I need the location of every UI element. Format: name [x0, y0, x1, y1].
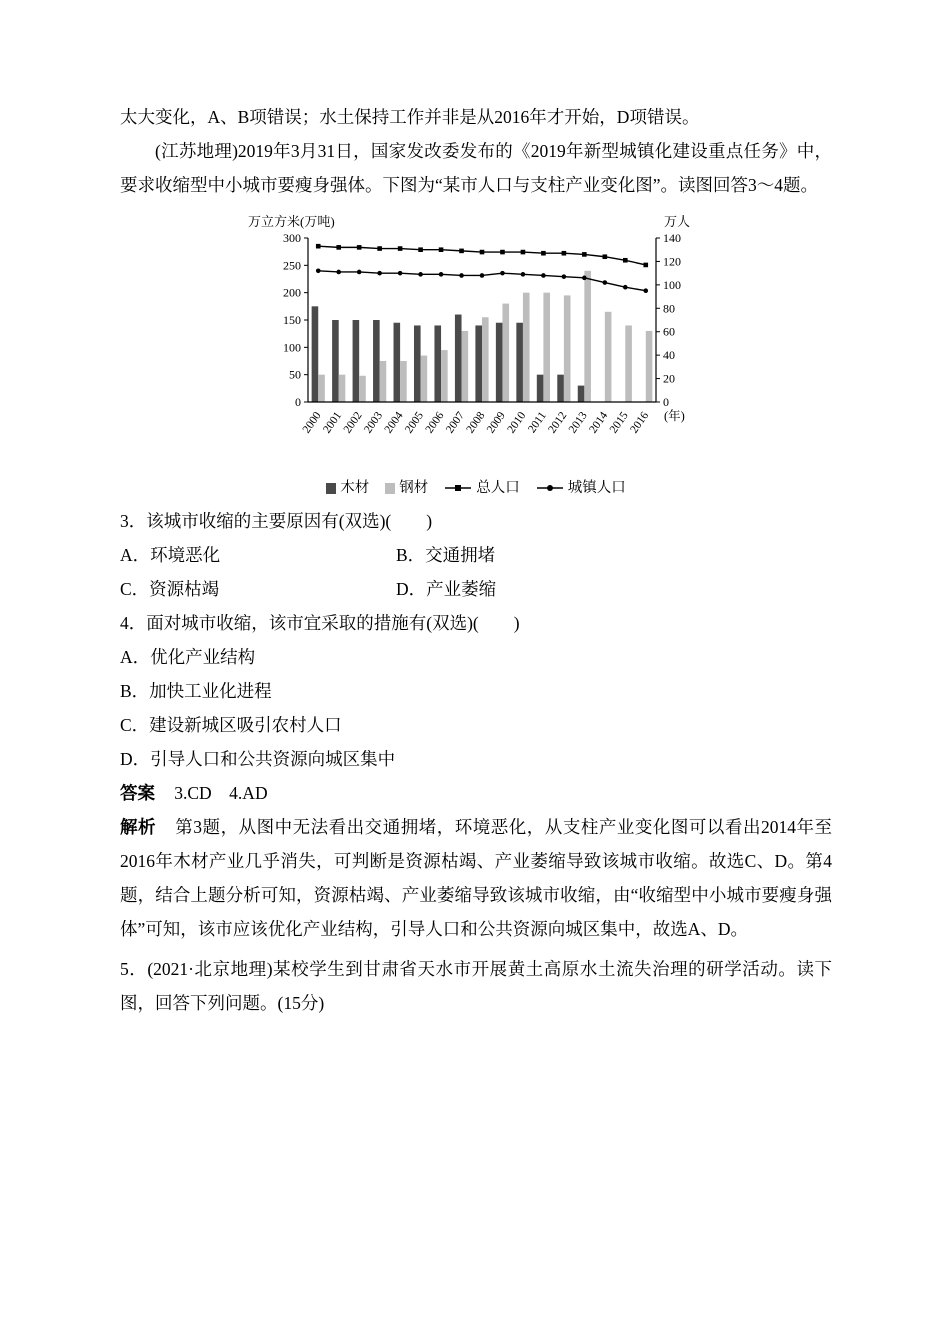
answer-text: 3.CD 4.AD [174, 783, 268, 803]
svg-text:2016: 2016 [628, 409, 652, 436]
context-paragraph: (江苏地理)2019年3月31日，国家发改委发布的《2019年新型城镇化建设重点任务》中，要求收缩型中小城市要瘦身强体。下图为“某市人口与支柱产业变化图”。读图回答3～4题。 [120, 141, 832, 195]
svg-text:2013: 2013 [566, 409, 590, 436]
svg-text:2011: 2011 [526, 409, 549, 436]
svg-text:20: 20 [663, 371, 675, 386]
legend-total-population [444, 478, 520, 498]
svg-text:60: 60 [663, 324, 675, 339]
svg-text:2004: 2004 [382, 409, 406, 436]
svg-text:(年): (年) [664, 409, 685, 423]
question-4-options [120, 640, 832, 776]
svg-text:50: 50 [289, 367, 301, 382]
question-5-stem: 5．(2021·北京地理)某校学生到甘肃省天水市开展黄土高原水土流失治理的研学活动。读下图，回答下列问题。(15分) [120, 959, 832, 1013]
legend-steel [385, 478, 428, 498]
svg-text:2001: 2001 [321, 409, 345, 436]
svg-text:2015: 2015 [607, 409, 631, 436]
svg-text:100: 100 [663, 277, 681, 292]
svg-text:0: 0 [295, 395, 301, 409]
legend-urban-population [536, 478, 626, 498]
analysis-paragraph [120, 810, 832, 946]
svg-text:120: 120 [663, 254, 681, 269]
question-4-option-a: A．优化产业结构 [120, 647, 256, 667]
steel-bar-swatch-icon [385, 483, 395, 494]
svg-text:200: 200 [283, 285, 301, 300]
svg-text:2008: 2008 [464, 409, 488, 436]
svg-text:2007: 2007 [443, 409, 467, 436]
svg-text:150: 150 [283, 313, 301, 327]
legend-wood-label: 木材 [340, 480, 370, 496]
question-4-option-c: C．建设新城区吸引农村人口 [120, 715, 342, 735]
question-4 [120, 606, 832, 776]
legend-urban-population-label: 城镇人口 [567, 480, 626, 496]
svg-text:2000: 2000 [300, 409, 324, 436]
legend-total-population-label: 总人口 [476, 480, 520, 496]
svg-text:万人: 万人 [663, 214, 690, 229]
carryover-text: 太大变化，A、B项错误；水土保持工作并非是从2016年才开始，D项错误。 [120, 107, 700, 127]
question-3 [120, 504, 832, 606]
svg-text:40: 40 [663, 348, 675, 363]
svg-text:2005: 2005 [403, 409, 427, 436]
svg-text:2006: 2006 [423, 409, 447, 436]
question-4-option-b: B．加快工业化进程 [120, 681, 272, 701]
svg-text:万立方米(万吨): 万立方米(万吨) [248, 214, 335, 229]
question-3-option-c: C．资源枯竭 [120, 579, 220, 599]
legend-steel-label: 钢材 [399, 480, 429, 496]
wood-bar-swatch-icon [326, 483, 336, 494]
question-3-option-d: D．产业萎缩 [396, 579, 497, 599]
question-4-option-d: D．引导人口和公共资源向城区集中 [120, 749, 396, 769]
analysis-text: 第3题，从图中无法看出交通拥堵，环境恶化，从支柱产业变化图可以看出2014年至2016年木材产业几乎消失，可判断是资源枯竭、产业萎缩导致该城市收缩。故选C、D。第4题，结合上题分析可知，资源枯竭、产业萎缩导致该城市收缩，由“收缩型中小城市要瘦身强体”可知，该市应该优化产业结构，引导人口和公共资源向城区集中，故选A、D。 [120, 817, 833, 939]
population-industry-chart [226, 212, 726, 476]
svg-text:2002: 2002 [341, 409, 365, 436]
total-population-line-swatch-icon [444, 483, 472, 493]
answer-label: 答案 [120, 783, 155, 803]
svg-text:250: 250 [283, 258, 301, 273]
question-3-option-a: A．环境恶化 [120, 545, 221, 565]
svg-text:80: 80 [663, 301, 675, 316]
svg-text:300: 300 [283, 231, 301, 245]
question-4-stem: 4．面对城市收缩，该市宜采取的措施有(双选)( ) [120, 613, 520, 633]
svg-text:2010: 2010 [505, 409, 529, 436]
analysis-label: 解析 [120, 817, 157, 837]
svg-text:2014: 2014 [587, 409, 611, 436]
question-3-option-b: B．交通拥堵 [396, 545, 496, 565]
answer-line [120, 776, 832, 810]
question-3-options [120, 538, 832, 606]
legend-wood [326, 478, 369, 498]
svg-text:100: 100 [283, 340, 301, 355]
svg-text:2009: 2009 [484, 409, 508, 436]
svg-text:2012: 2012 [546, 409, 570, 436]
svg-text:0: 0 [663, 395, 669, 409]
chart-figure [226, 212, 726, 498]
chart-legend [226, 478, 726, 498]
svg-text:2003: 2003 [362, 409, 386, 436]
question-3-stem: 3．该城市收缩的主要原因有(双选)( ) [120, 511, 433, 531]
urban-population-line-swatch-icon [536, 483, 564, 493]
svg-text:140: 140 [663, 231, 681, 245]
